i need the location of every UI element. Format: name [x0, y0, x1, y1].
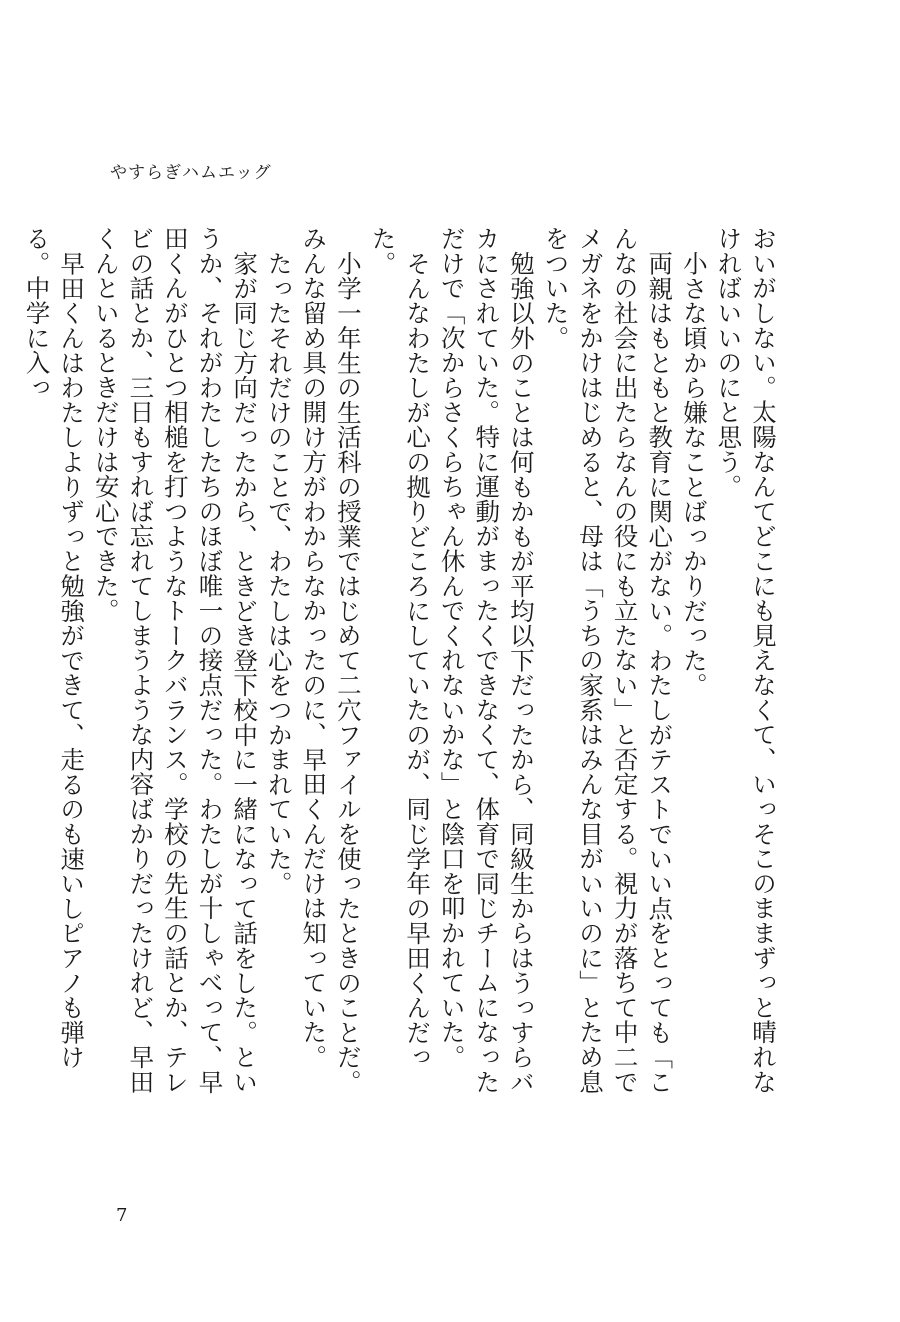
paragraph-7: 家が同じ方向だったから、ときどき登下校中に一緒になって話をした。というか、それがわたしたちのほぼ唯一の接点だった。わたしが十しゃべって、早田くんがひとつ相槌を打つようなトークバランス。学校の先生の話とか、テレビの話とか、三日もすれば忘れてしまうような内容ばかりだったけれど、早田くんといるときだけは安心できた。 — [91, 226, 260, 1094]
paragraph-4: そんなわたしが心の拠りどころにしていたのが、同じ学年の早田くんだった。 — [368, 226, 433, 1069]
paragraph-5: 小学一年生の生活科の授業ではじめて二穴ファイルを使ったときのことだ。みんな留め具の開け方がわからなかったのに、早田くんだけは知っていた。 — [299, 226, 363, 1094]
paragraph-0: おいがしない。太陽なんてどこにも見えなくて、いっそこのままずっと晴れなければいいのにと思う。 — [714, 226, 778, 1094]
paragraph-8: 早田くんはわたしよりずっと勉強ができて、走るのも速いしピアノも弾ける。中学に入っ — [22, 226, 87, 1069]
paragraph-2: 両親はもともと教育に関心がない。わたしがテストでいい点をとっても「こんなの社会に出たらなんの役にも立たない」と否定する。視力が落ちて中二でメガネをかけはじめると、母は「うちの家系はみんな目がいいのに」とため息をついた。 — [541, 226, 675, 1094]
running-head: やすらぎハムエッグ — [110, 163, 272, 183]
body-text — [22, 226, 780, 1106]
paragraph-6: たったそれだけのことで、わたしは心をつかまれていた。 — [264, 250, 294, 896]
paragraph-3: 勉強以外のことは何もかもが平均以下だったから、同級生からはうっすらバカにされていた。特に運動がまったくできなくて、体育で同じチームになっただけで「次からさくらちゃん休んでくれないかな」と陰口を叩かれていた。 — [437, 226, 536, 1094]
paragraph-1: 小さな頃から嫌なことばっかりだった。 — [679, 250, 709, 697]
page-number: 7 — [116, 1205, 128, 1226]
